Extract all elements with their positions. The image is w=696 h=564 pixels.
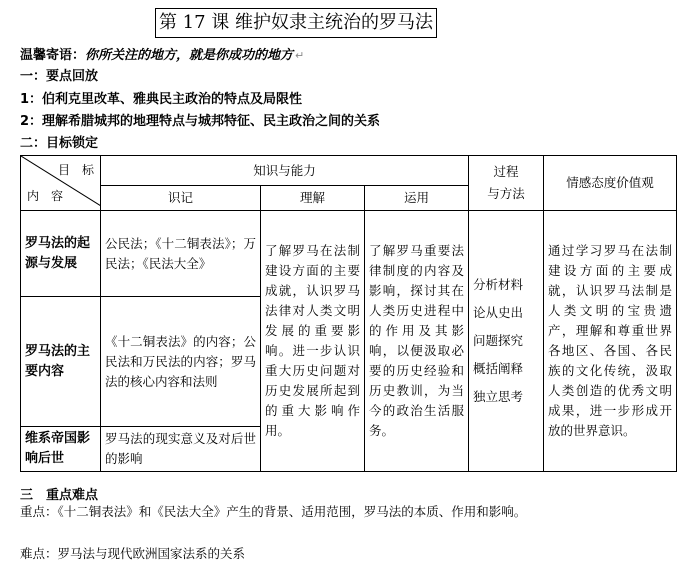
- process-item: 独立思考: [473, 389, 524, 404]
- page-title: 第 17 课 维护奴隶主统治的罗马法: [155, 8, 437, 38]
- row-head-content: 罗马法的主要内容: [21, 297, 101, 427]
- paragraph-mark-icon: ↵: [295, 49, 305, 62]
- motto-line: [20, 44, 304, 63]
- process-item: 问题探究: [473, 333, 524, 348]
- row-head-origin: 罗马法的起源与发展: [21, 211, 101, 297]
- difficulty-text: 难点：罗马法与现代欧洲国家法系的关系: [20, 546, 246, 561]
- header-recall: 识记: [101, 186, 261, 211]
- process-cell: [469, 211, 544, 472]
- corner-bottom-label: 内 容: [27, 189, 64, 203]
- section1-heading: 一：要点回放: [20, 69, 99, 84]
- motto-text: 你所关注的地方，就是你成功的地方: [85, 48, 294, 63]
- process-item: 分析材料: [473, 277, 524, 292]
- corner-top-label: 目 标: [57, 163, 94, 177]
- apply-cell: 了解罗马重要法律制度的内容及影响，探讨其在人类历史进程中的作用及其影响，以便汲取必要的历史经验和历史教训，为当今的政治生活服务。: [365, 211, 469, 472]
- section2-heading: 二：目标锁定: [20, 136, 99, 151]
- recall-content: 《十二铜表法》的内容；公民法和万民法的内容；罗马法的核心内容和法则: [101, 297, 261, 427]
- key-point-text: 重点：《十二铜表法》和《民法大全》产生的背景、适用范围，罗马法的本质、作用和影响。: [20, 504, 527, 519]
- section1-item-2: 2：理解希腊城邦的地理特点与城邦特征、民主政治之间的关系: [20, 114, 381, 129]
- header-knowledge: 知识与能力: [101, 156, 469, 186]
- motto-label: 温馨寄语：: [20, 48, 86, 63]
- row-head-legacy: 维系帝国影响后世: [21, 427, 101, 472]
- header-attitude: 情感态度价值观: [544, 156, 677, 211]
- goals-table: [20, 155, 677, 472]
- process-item: 论从史出: [473, 305, 524, 320]
- corner-cell: [21, 156, 101, 211]
- understand-cell: 了解罗马在法制建设方面的主要成就，认识罗马法律对人类文明发展的重要影响。进一步认识重大历史问题对历史发展所起到的重大影响作用。: [261, 211, 365, 472]
- header-apply: 运用: [365, 186, 469, 211]
- recall-origin: 公民法；《十二铜表法》；万民法；《民法大全》: [101, 211, 261, 297]
- recall-legacy: 罗马法的现实意义及对后世的影响: [101, 427, 261, 472]
- process-item: 概括阐释: [473, 361, 524, 376]
- header-process: 过程 与方法: [469, 156, 544, 211]
- section1-item-1: 1：伯利克里改革、雅典民主政治的特点及局限性: [20, 92, 303, 107]
- section3-heading: 三 重点难点: [20, 488, 99, 503]
- header-understand: 理解: [261, 186, 365, 211]
- attitude-cell: 通过学习罗马在法制建设方面的主要成就，认识罗马法制是人类文明的宝贵遗产，理解和尊重世界各地区、各国、各民族的文化传统，汲取人类创造的优秀文明成果，进一步形成开放的世界意识。: [544, 211, 677, 472]
